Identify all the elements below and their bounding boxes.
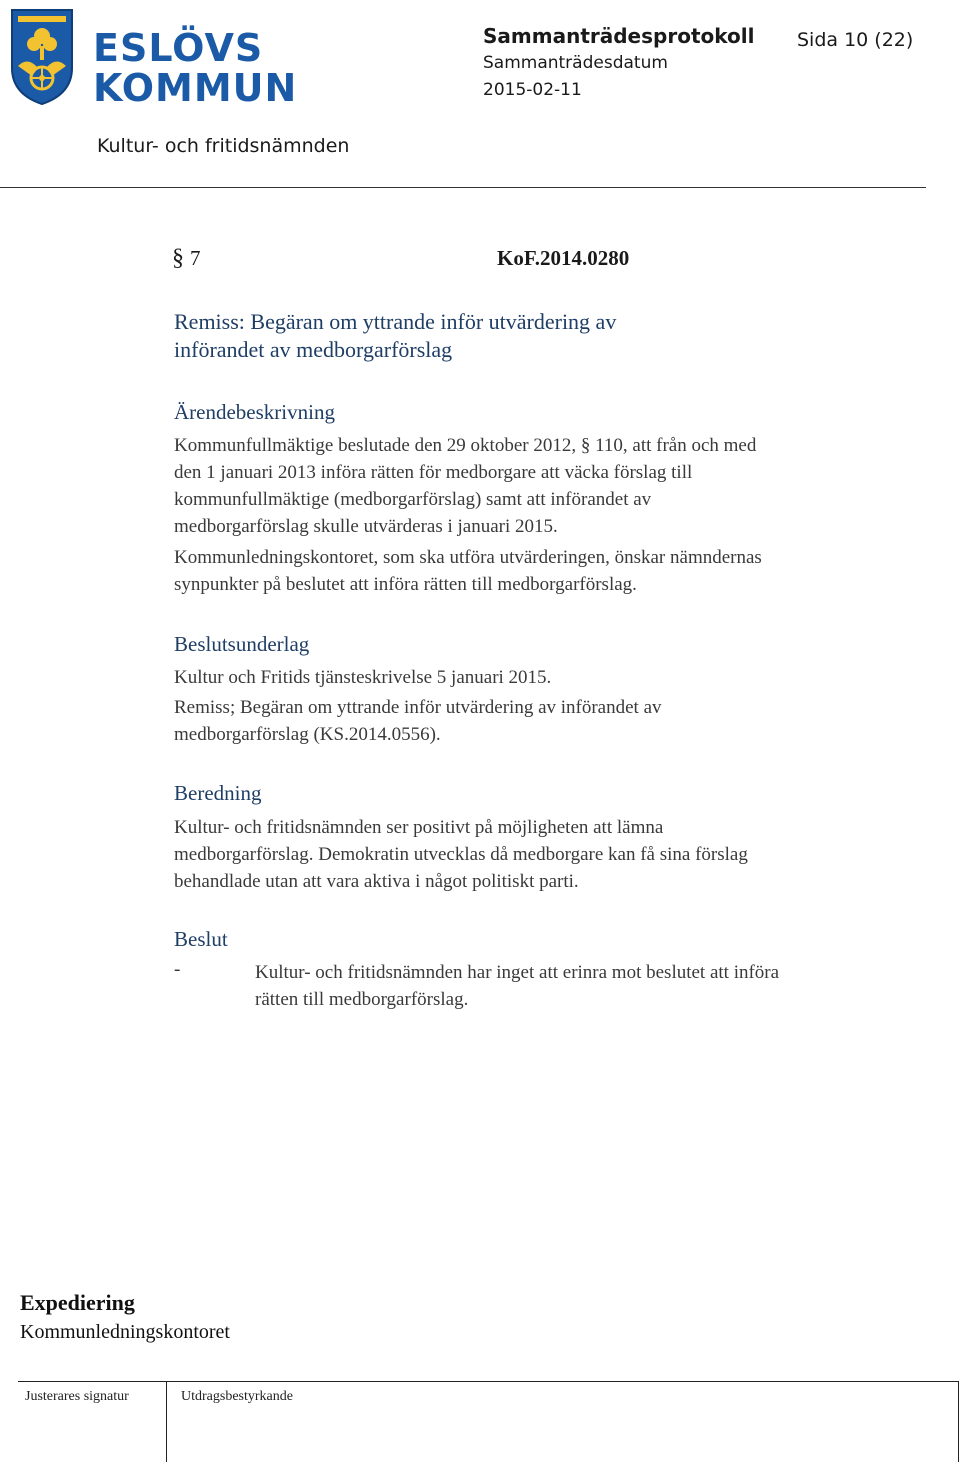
expediering-heading: Expediering xyxy=(20,1290,135,1315)
table-divider xyxy=(166,1382,167,1462)
text-line: Remiss; Begäran om yttrande inför utvärdering av införandet av xyxy=(174,697,662,718)
text-line: medborgarförslag (KS.2014.0556). xyxy=(174,724,441,745)
page-number: Sida 10 (22) xyxy=(797,29,914,51)
arendebeskrivning-paragraph-1 xyxy=(174,432,914,540)
text-line: Kommunledningskontoret, som ska utföra utvärderingen, önskar nämndernas xyxy=(174,547,762,568)
text-line: Kultur- och fritidsnämnden har inget att erinra mot beslutet att införa xyxy=(255,962,780,983)
meeting-date-value: 2015-02-11 xyxy=(483,80,582,100)
arendebeskrivning-paragraph-2 xyxy=(174,544,914,598)
section-heading-beredning: Beredning xyxy=(174,781,262,805)
signature-label: Justerares signatur xyxy=(25,1389,129,1404)
item-title-line: Remiss: Begäran om yttrande inför utvärdering av xyxy=(174,309,617,334)
logo-line-2: KOMMUN xyxy=(93,66,298,110)
header-divider xyxy=(0,187,926,188)
text-line: synpunkter på beslutet att införa rätten till medborgarförslag. xyxy=(174,574,637,595)
text-line: Kultur- och fritidsnämnden ser positivt på möjligheten att lämna xyxy=(174,817,664,838)
case-number: KoF.2014.0280 xyxy=(497,246,630,270)
text-line: rätten till medborgarförslag. xyxy=(255,989,469,1010)
item-title xyxy=(174,308,914,364)
list-dash: - xyxy=(174,959,181,980)
text-line: kommunfullmäktige (medborgarförslag) samt att införandet av xyxy=(174,489,652,510)
section-heading-beslut: Beslut xyxy=(174,927,228,951)
beslutsunderlag-reference xyxy=(174,694,914,748)
protocol-title: Sammanträdesprotokoll xyxy=(483,24,755,48)
item-number: 7 xyxy=(190,246,201,270)
text-line: Kommunfullmäktige beslutade den 29 oktober 2012, § 110, att från och med xyxy=(174,435,757,456)
meeting-date-label: Sammanträdesdatum xyxy=(483,53,668,73)
section-heading-arendebeskrivning: Ärendebeskrivning xyxy=(174,400,335,424)
text-line: medborgarförslag. Demokratin utvecklas då medborgare kan få sina förslag xyxy=(174,844,748,865)
text-line: behandlade utan att vara aktiva i något politiskt parti. xyxy=(174,871,579,892)
text-line: medborgarförslag skulle utvärderas i januari 2015. xyxy=(174,516,558,537)
text-line: Kultur och Fritids tjänsteskrivelse 5 januari 2015. xyxy=(174,667,552,688)
extract-certification-label: Utdragsbestyrkande xyxy=(181,1389,293,1404)
municipality-logo-text xyxy=(93,28,297,108)
beslut-decision-text xyxy=(255,959,915,1013)
section-heading-beslutsunderlag: Beslutsunderlag xyxy=(174,632,310,656)
municipality-crest-icon xyxy=(8,6,76,106)
section-sign: § xyxy=(172,245,184,271)
signature-table xyxy=(18,1381,959,1462)
text-line: den 1 januari 2013 införa rätten för medborgare att väcka förslag till xyxy=(174,462,693,483)
expediering-recipient: Kommunledningskontoret xyxy=(20,1321,230,1343)
beredning-paragraph xyxy=(174,814,914,895)
committee-name: Kultur- och fritidsnämnden xyxy=(97,135,350,157)
item-title-line: införandet av medborgarförslag xyxy=(174,337,453,362)
beslutsunderlag-line-1 xyxy=(174,664,914,691)
logo-line-1: ESLÖVS xyxy=(93,26,264,70)
